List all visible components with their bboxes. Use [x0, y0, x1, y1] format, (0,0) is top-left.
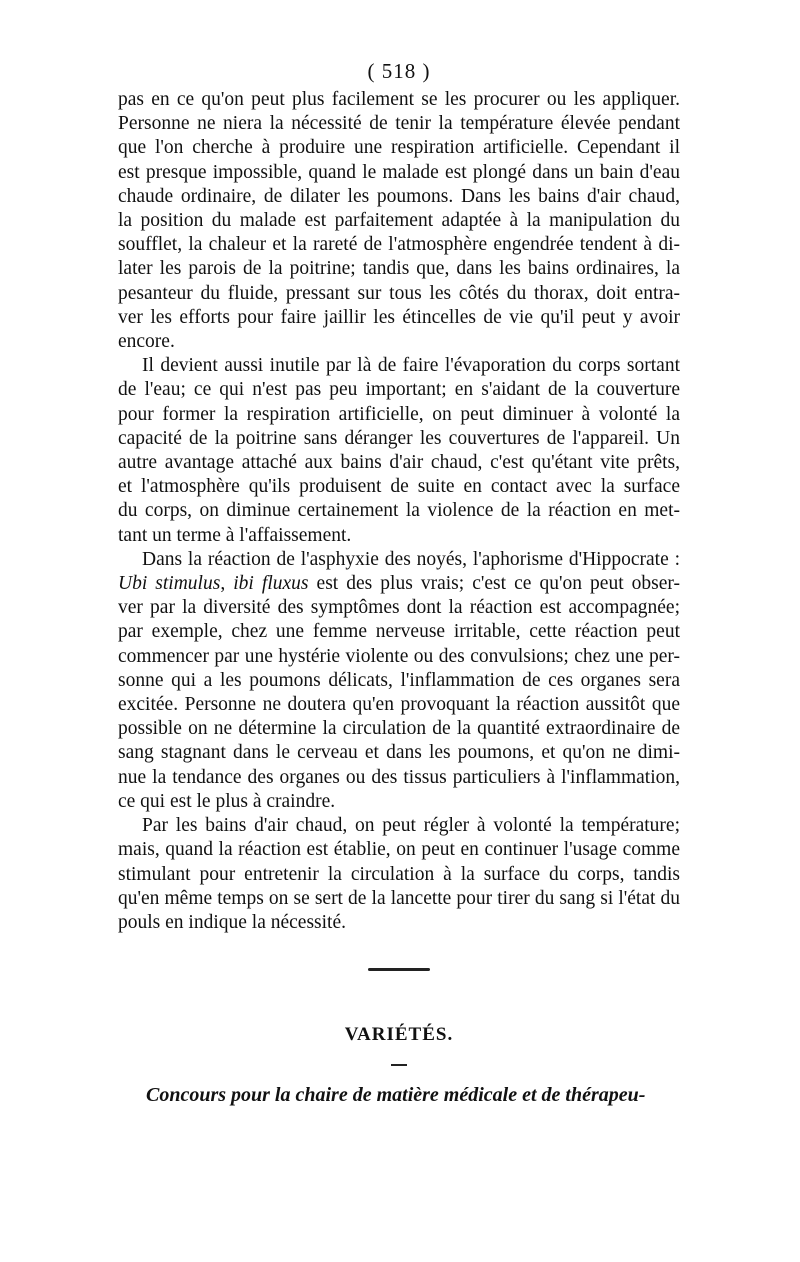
paragraph-3 [118, 548, 680, 814]
italic-phrase: ibi fluxus [233, 573, 309, 595]
text-line: stimulant pour entretenir la circulation à la surface du corps, tandis [118, 863, 680, 885]
text-line: later les parois de la poitrine; tandis que, dans les bains ordinaires, la [118, 258, 680, 280]
text-line: par exemple, chez une femme nerveuse irritable, cette réaction peut [118, 621, 680, 643]
text-line: excitée. Personne ne doutera qu'en provoquant la réaction aussitôt que [118, 694, 680, 716]
text-line: encore. [118, 331, 175, 353]
paragraph-2 [118, 354, 680, 548]
text-line: ver les efforts pour faire jaillir les étincelles de vie qu'il peut y avoir [118, 306, 680, 328]
text-line: capacité de la poitrine sans déranger les couvertures de l'appareil. Un [118, 427, 680, 449]
text-line: Il devient aussi inutile par là de faire l'évaporation du corps sortant [142, 355, 680, 377]
section-title: VARIÉTÉS. [344, 1024, 454, 1046]
text-line: qu'en même temps on se sert de la lancette pour tirer du sang si l'état du [118, 887, 680, 909]
text-line: que l'on cherche à produire une respiration artificielle. Cependant il [118, 137, 680, 159]
text-line: pas en ce qu'on peut plus facilement se les procurer ou les appliquer. [118, 89, 680, 110]
text-line: pesanteur du fluide, pressant sur tous les côtés du thorax, doit entra- [118, 282, 680, 304]
text-line: sang stagnant dans le cerveau et dans les poumons, et qu'on ne dimi- [118, 742, 680, 764]
page-number: ( 518 ) [367, 59, 431, 83]
text-line: autre avantage attaché aux bains d'air chaud, c'est qu'étant vite prêts, [118, 452, 680, 474]
document-page [118, 58, 680, 1107]
text-line: Par les bains d'air chaud, on peut régler à volonté la température; [142, 815, 680, 837]
text-line-with-italic-aphorism: Ubi stimulus, ibi fluxus est des plus vrais; c'est ce qu'on peut obser- [118, 573, 681, 595]
text-line: de l'eau; ce qui n'est pas peu important; en s'aidant de la couverture [118, 379, 680, 401]
text-line: la position du malade est parfaitement adaptée à la manipulation du [118, 210, 680, 232]
text-line: et l'atmosphère qu'ils produisent de suite en contact avec la surface [118, 476, 680, 498]
paragraph-1 [118, 88, 680, 354]
text-line: possible on ne détermine la circulation de la quantité extraordinaire de [118, 718, 680, 740]
text-line: commencer par une hystérie violente ou des convulsions; chez une per- [118, 645, 680, 667]
text-line: tant un terme à l'affaissement. [118, 524, 352, 546]
text-line: Personne ne niera la nécessité de tenir la température élevée pendant [118, 113, 680, 135]
italic-phrase: Ubi stimulus [118, 573, 221, 595]
text-line: mais, quand la réaction est établie, on peut en continuer l'usage comme [118, 839, 680, 861]
text-line: soufflet, la chaleur et la rareté de l'atmosphère engendrée tendent à di- [118, 234, 680, 256]
paragraph-4 [118, 814, 680, 935]
text-line: nue la tendance des organes ou des tissus particuliers à l'inflammation, [118, 766, 680, 788]
text-line: ce qui est le plus à craindre. [118, 790, 336, 812]
text-line: pour former la respiration artificielle, on peut diminuer à volonté la [118, 403, 680, 425]
text-line: sonne qui a les poumons délicats, l'inflammation de ces organes sera [118, 669, 680, 691]
short-rule-divider [118, 1053, 680, 1065]
article-subheading: Concours pour la chaire de matière médicale et de thérapeu- [146, 1084, 646, 1107]
text-line: chaude ordinaire, de dilater les poumons. Dans les bains d'air chaud, [118, 185, 680, 207]
text-line: est presque impossible, quand le malade est plongé dans un bain d'eau [118, 161, 680, 183]
text-line: ver par la diversité des symptômes dont la réaction est accompagnée; [118, 597, 680, 619]
text-line: pouls en indique la nécessité. [118, 911, 346, 933]
section-divider-ornament [118, 961, 680, 977]
text-line: du corps, on diminue certainement la violence de la réaction en met- [118, 500, 680, 522]
text-line: Dans la réaction de l'asphyxie des noyés, l'aphorisme d'Hippocrate : [142, 548, 680, 570]
